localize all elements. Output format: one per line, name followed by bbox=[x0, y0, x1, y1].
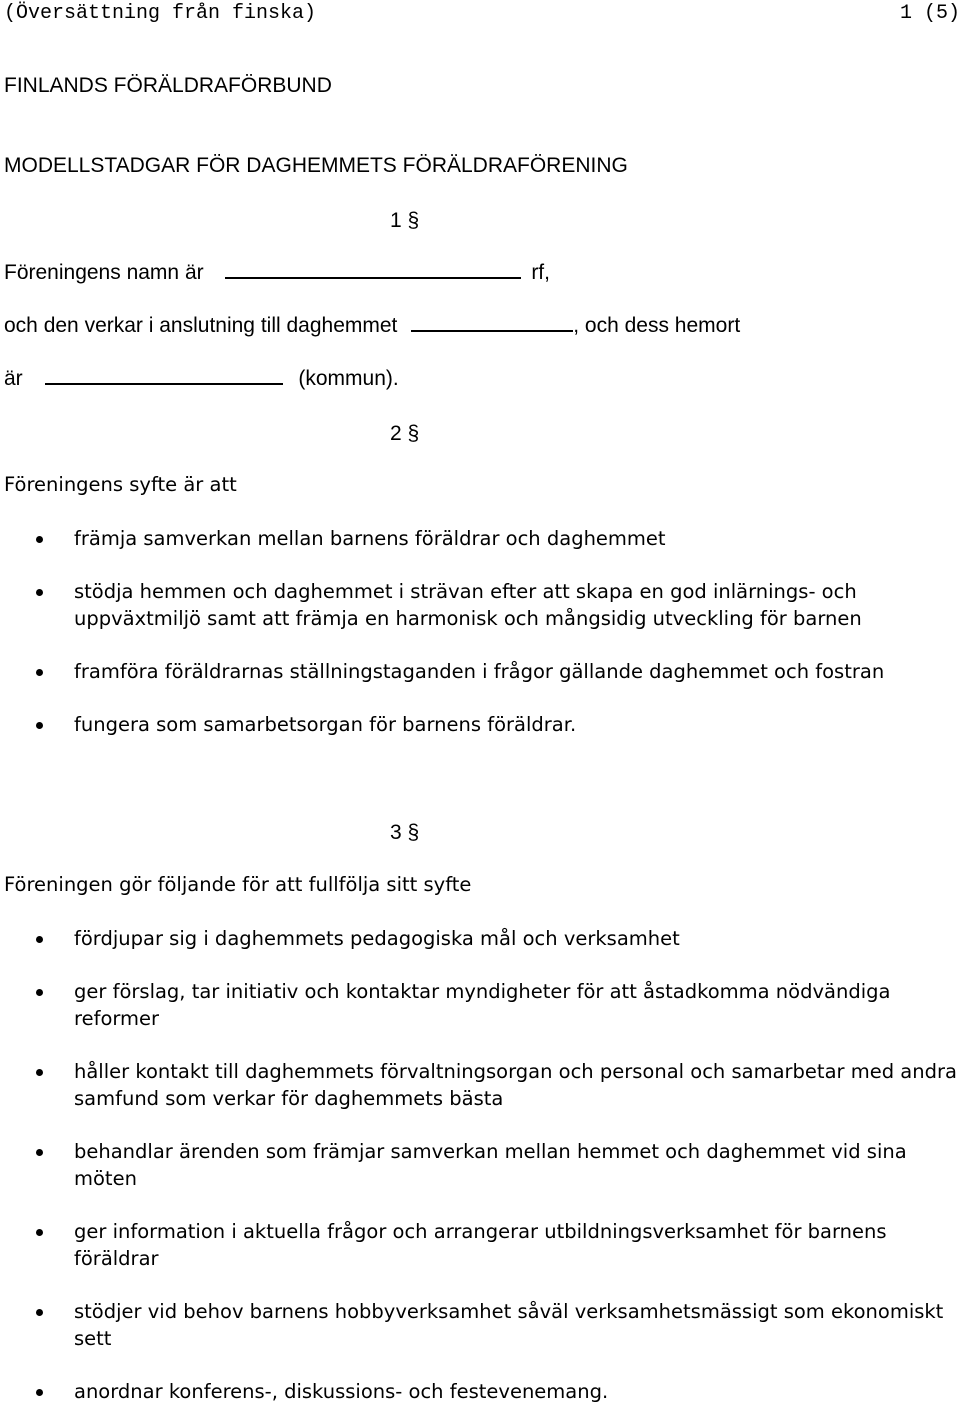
list-item: främja samverkan mellan barnens föräldrar och daghemmet bbox=[0, 525, 960, 552]
rf-suffix: rf, bbox=[531, 261, 550, 284]
municipality-label: (kommun). bbox=[298, 367, 399, 390]
is-label: är bbox=[4, 367, 23, 390]
activities-list bbox=[0, 925, 960, 1405]
organization-name: FINLANDS FÖRÄLDRAFÖRBUND bbox=[4, 74, 332, 97]
municipality-blank-line bbox=[45, 383, 283, 385]
list-item: framföra föräldrarnas ställningstaganden i frågor gällande daghemmet och fostran bbox=[0, 658, 960, 685]
list-item: ger information i aktuella frågor och arrangerar utbildningsverksamhet för barnens föräldrar bbox=[0, 1218, 960, 1272]
section-1-line-2 bbox=[4, 315, 740, 336]
section-1-line-1 bbox=[4, 262, 550, 283]
hometown-label: , och dess hemort bbox=[573, 314, 741, 337]
section-2-heading: 2 § bbox=[390, 422, 420, 445]
section-2-intro: Föreningens syfte är att bbox=[4, 473, 237, 496]
list-item: håller kontakt till daghemmets förvaltningsorgan och personal och samarbetar med andra samfund som verkar för daghemmets bästa bbox=[0, 1058, 960, 1112]
page-number: 1 (5) bbox=[900, 2, 960, 25]
daycare-label: och den verkar i anslutning till daghemmet bbox=[4, 314, 398, 337]
list-item: ger förslag, tar initiativ och kontaktar myndigheter för att åstadkomma nödvändiga reformer bbox=[0, 978, 960, 1032]
list-item: anordnar konferens-, diskussions- och festevenemang. bbox=[0, 1378, 960, 1405]
section-1-heading: 1 § bbox=[390, 209, 420, 232]
translation-note: (Översättning från finska) bbox=[4, 2, 317, 25]
list-item: stödjer vid behov barnens hobbyverksamhet såväl verksamhetsmässigt som ekonomiskt sett bbox=[0, 1298, 960, 1352]
purpose-list bbox=[0, 525, 960, 738]
section-1-line-3 bbox=[4, 368, 399, 389]
list-item: behandlar ärenden som främjar samverkan mellan hemmet och daghemmet vid sina möten bbox=[0, 1138, 960, 1192]
list-item: stödja hemmen och daghemmet i strävan efter att skapa en god inlärnings- och uppväxtmiljö samt att främja en harmonisk och mångsidig utveckling för barnen bbox=[0, 578, 960, 632]
section-3-heading: 3 § bbox=[390, 821, 420, 844]
section-3-intro: Föreningen gör följande för att fullfölja sitt syfte bbox=[4, 873, 472, 896]
daycare-blank-line bbox=[411, 330, 573, 332]
list-item: fungera som samarbetsorgan för barnens föräldrar. bbox=[0, 711, 960, 738]
name-label: Föreningens namn är bbox=[4, 261, 204, 284]
list-item: fördjupar sig i daghemmets pedagogiska mål och verksamhet bbox=[0, 925, 960, 952]
name-blank-line bbox=[225, 277, 521, 279]
document-title: MODELLSTADGAR FÖR DAGHEMMETS FÖRÄLDRAFÖRENING bbox=[4, 154, 628, 177]
